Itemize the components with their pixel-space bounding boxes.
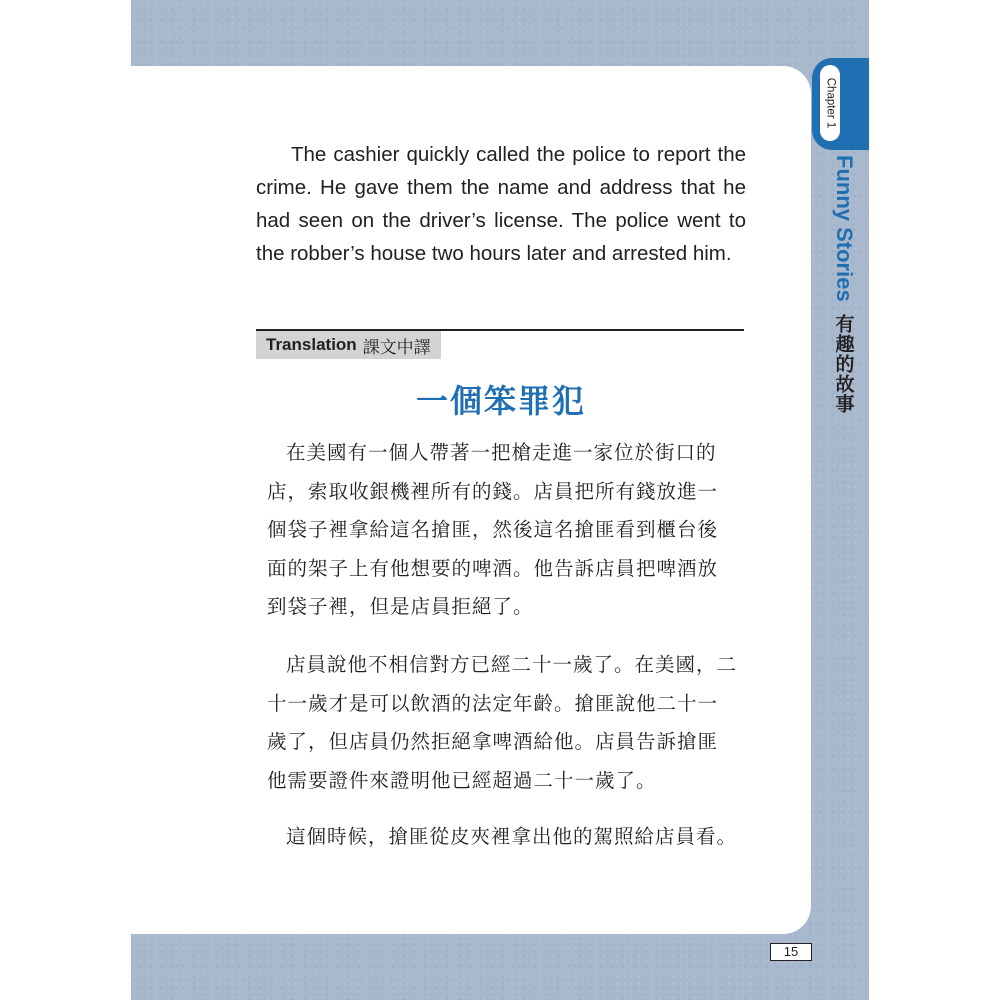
chapter-label: Chapter 1 — [824, 77, 837, 129]
chapter-tab — [812, 58, 869, 150]
side-title-en: Funny Stories — [832, 155, 857, 302]
english-paragraph: The cashier quickly called the police to report the crime. He gave them the name and address that he had seen on the driver’s license. The police went to the robber’s house two hours later and arrested him. — [256, 143, 746, 265]
chinese-title: 一個笨罪犯 — [415, 382, 586, 420]
page-number: 15 — [770, 943, 812, 961]
content-card — [131, 66, 811, 934]
side-title — [828, 155, 860, 414]
side-title-zh: 有趣的故事 — [832, 313, 855, 414]
translation-label-zh: 課文中譯 — [362, 337, 431, 358]
chinese-paragraph-1: 在美國有一個人帶著一把槍走進一家位於街口的店，索取收銀機裡所有的錢。店員把所有錢放進一個袋子裡拿給這名搶匪，然後這名搶匪看到櫃台後面的架子上有他想要的啤酒。他告訴店員把啤酒放到袋子裡，但是店員拒絕了。 — [267, 441, 719, 618]
chinese-paragraph-2: 店員說他不相信對方已經二十一歲了。在美國，二十一歲才是可以飲酒的法定年齡。搶匪說他二十一歲了，但店員仍然拒絕拿啤酒給他。店員告訴搶匪他需要證件來證明他已經超過二十一歲了。 — [267, 653, 738, 792]
chapter-pill — [820, 65, 840, 141]
translation-label-en: Translation — [266, 335, 357, 354]
translation-label — [256, 331, 441, 359]
book-page — [131, 0, 869, 1000]
chinese-paragraph-3: 這個時候，搶匪從皮夾裡拿出他的駕照給店員看。 — [286, 825, 738, 848]
